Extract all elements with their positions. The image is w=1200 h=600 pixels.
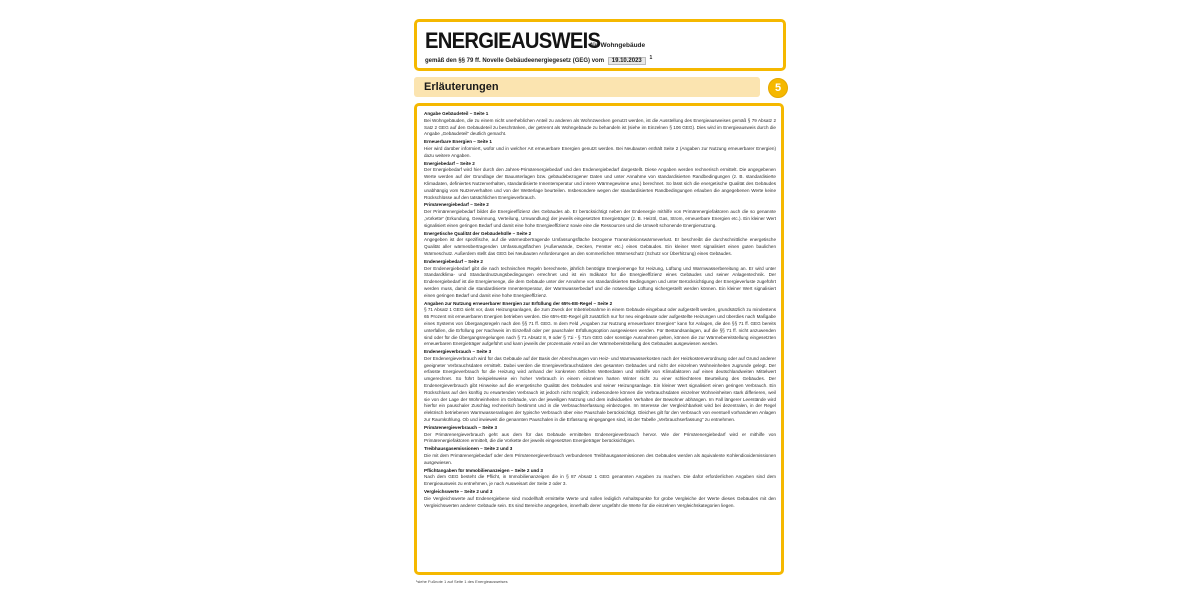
section-heading: Erneuerbare Energien – Seite 1 bbox=[424, 139, 492, 145]
section-text: Der Energiebedarf wird hier durch den Jahres-Primärenergiebedarf und den Endenergiebedarf dargestellt. Diese Angaben werden rechnerisch ermittelt. Die angegebenen Werte werden auf der Grundlage der Bauunterlagen bzw. gebäudebezogener Daten und unter Annahme von standardisierten Randbedingungen (z. B. standardisierte Klimadaten, definiertes Nutzerverhalten, standardisierte Innentemperatur und innere Wärmegewinne usw.) berechnet. So lässt sich die energetische Qualität des Gebäudes unabhängig vom Nutzerverhalten und von der Wetterlage beurteilen. Insbesondere wegen der standardisierten Randbedingungen erlauben die angegebenen Werte keine Rückschlüsse auf den tatsächlichen Energieverbrauch. bbox=[424, 167, 776, 200]
section-header-bar bbox=[414, 77, 760, 97]
section-text: Der Primärenergiebedarf bildet die Energieeffizienz des Gebäudes ab. Er berücksichtigt neben der Endenergie mithilfe von Primärenergiefaktoren auch die so genannte „Vorkette“ (Erkundung, Gewinnung, Verteilung, Umwandlung) der jeweils eingesetzten Energieträger (z. B. Heizöl, Gas, Strom, erneuerbare Energien etc.). Ein kleiner Wert signalisiert einen geringen Bedarf und damit eine hohe Energieeffizienz sowie eine die Ressourcen und die Umwelt schonende Energienutzung. bbox=[424, 209, 776, 228]
explanation-section bbox=[424, 139, 776, 159]
section-text: Der Primärenergieverbrauch geht aus dem für das Gebäude ermittelten Endenergieverbrauch hervor. Wie der Primärenergiebedarf wird er mithilfe von Primärenergiefaktoren ermittelt, die die Vorkette der jeweils eingesetzten Energieträger berücksichtigen. bbox=[424, 431, 776, 444]
section-heading: Endenergiebedarf – Seite 2 bbox=[424, 258, 483, 264]
section-text: Der Endenergieverbrauch wird für das Gebäude auf der Basis der Abrechnungen von Heiz- und Warmwasserkosten nach der Heizkostenverordnung oder auf Grund anderer geeigneter Verbrauchsdaten ermittelt. Dabei werden die Energieverbrauchsdaten des gesamten Gebäudes und nicht der einzelnen Wohneinheiten zugrunde gelegt. Der erfasste Energieverbrauch für die Heizung wird anhand der konkreten örtlichen Wetterdaten und mithilfe von Klimafaktoren auf einen deutschlandweiten Mittelwert umgerechnet. So führt beispielsweise ein hoher Verbrauch in einem einzelnen harten Winter nicht zu einer schlechteren Beurteilung des Gebäudes. Der Endenergieverbrauch gibt Hinweise auf die energetische Qualität des Gebäudes und seiner Heizungsanlage. Ein kleiner Wert signalisiert einen geringen Verbrauch. Ein Rückschluss auf den künftig zu erwartenden Verbrauch ist jedoch nicht möglich; insbesondere können die Verbrauchsdaten einzelner Wohneinheiten stark differieren, weil sie von der Lage der Wohneinheiten im Gebäude, von der jeweiligen Nutzung und dem individuellen Verhalten der Bewohner abhängen. Im Fall längerer Leerstände wird hierfür ein pauschaler Zuschlag rechnerisch bestimmt und in die Verbrauchserfassung einbezogen. Im Interesse der Vergleichbarkeit wird bei dezentralen, in der Regel elektrisch betriebenen Warmwasseranlagen der typische Verbrauch über eine Pauschale berücksichtigt. Gleiches gilt für den Verbrauch von eventuell vorhandenen Anlagen zur Raumkühlung. Ob und inwieweit die genannten Pauschalen in die Erfassung eingegangen sind, ist der Tabelle „Verbrauchserfassung“ zu entnehmen. bbox=[424, 355, 776, 423]
law-reference bbox=[425, 55, 652, 65]
explanations-content bbox=[424, 111, 776, 510]
explanation-section bbox=[424, 425, 776, 445]
section-heading: Pflichtangaben für Immobilienanzeigen – Seite 2 und 3 bbox=[424, 467, 543, 473]
explanation-section bbox=[424, 202, 776, 229]
law-line-text: gemäß den §§ 79 ff. Novelle Gebäudeenergiegesetz (GEG) vom bbox=[425, 58, 605, 64]
section-text: Angegeben ist der spezifische, auf die wärmeübertragende Umfassungsfläche bezogene Transmissionswärmeverlust. Er beschreibt die durchschnittliche energetische Qualität aller wärmeübertragenden Umfassungsflächen (Außenwände, Decken, Fenster etc.) eines Gebäudes. Ein kleiner Wert signalisiert einen guten baulichen Wärmeschutz. Außerdem stellt das GEG bei Neubauten Anforderungen an den sommerlichen Wärmeschutz (Schutz vor Überhitzung) eines Gebäudes. bbox=[424, 237, 776, 256]
section-text: Bei Wohngebäuden, die zu einem nicht unerheblichen Anteil zu anderen als Wohnzwecken genutzt werden, ist die Ausstellung des Energieausweises gemäß § 79 Absatz 2 Satz 2 GEG auf den Gebäudeteil zu beschränken, der getrennt als Wohngebäude zu behandeln ist (siehe im Einzelnen § 106 GEG). Dies wird im Energieausweis durch die Angabe „Gebäudeteil“ deutlich gemacht. bbox=[424, 117, 776, 137]
explanations-box bbox=[414, 103, 784, 575]
document-title: ENERGIEAUSWEIS bbox=[425, 28, 601, 53]
explanation-section bbox=[424, 161, 776, 202]
section-text: Hier wird darüber informiert, wofür und in welcher Art erneuerbare Energien genutzt werden. Bei Neubauten enthält Seite 2 (Angaben zur Nutzung erneuerbarer Energien) dazu weitere Angaben. bbox=[424, 145, 776, 158]
explanation-section bbox=[424, 111, 776, 138]
section-heading: Endenergieverbrauch – Seite 3 bbox=[424, 349, 492, 355]
section-heading: Angaben zur Nutzung erneuerbarer Energien zur Erfüllung der 65%-EE-Regel – Seite 2 bbox=[424, 300, 613, 306]
section-text: Die mit dem Primärenergiebedarf oder dem Primärenergieverbrauch verbundenen Treibhausgasemissionen des Gebäudes werden als äquivalente Kohlendioxidemissionen ausgewiesen. bbox=[424, 453, 776, 465]
explanation-section bbox=[424, 468, 776, 488]
explanation-section bbox=[424, 489, 776, 509]
page-number-badge: 5 bbox=[768, 78, 788, 98]
energy-certificate-page bbox=[414, 19, 788, 589]
section-heading: Primärenergieverbrauch – Seite 3 bbox=[424, 424, 498, 430]
section-heading: Treibhausgasemissionen – Seite 2 und 3 bbox=[424, 446, 513, 452]
section-heading: Energiebedarf – Seite 2 bbox=[424, 160, 475, 166]
explanation-section bbox=[424, 231, 776, 258]
section-heading: Angabe Gebäudeteil – Seite 1 bbox=[424, 111, 489, 116]
explanation-section bbox=[424, 349, 776, 424]
explanation-section bbox=[424, 301, 776, 349]
section-heading: Primärenergiebedarf – Seite 2 bbox=[424, 202, 489, 208]
section-text: § 71 Absatz 1 GEG sieht vor, dass Heizungsanlagen, die zum Zweck der Inbetriebnahme in einem Gebäude eingebaut oder aufgestellt werden, grundsätzlich zu mindestens 65 Prozent mit erneuerbaren Energien betrieben werden. Die 65%-EE-Regel gilt zusätzlich nur für neu eingebaute oder aufgestellte Heizungen und überdies nach Maßgabe eines Systems von Übergangsregeln nach den §§ 71 ff. GEG. In dem Feld „Angaben zur Nutzung erneuerbarer Energien“ kann für Anlagen, die den §§ 71 ff. GEG bereits unterfallen, die Erfüllung per Nachweis im Einzelfall oder per pauschaler Erfüllungsoption ausgewiesen werden. Für Bestandsanlagen, auf die §§ 71 ff. nicht anzuwenden sind oder für die Übergangsregelungen nach § 71 Absatz 8, 9 oder § 71i - § 71m GEG oder sonstige Ausnahmen gelten, können die zur Wärmebereitstellung eingesetzten erneuerbaren Energieträger aufgeführt und kann jeweils der prozentuale Anteil an der Wärmebereitstellung des Gebäudes ausgewiesen werden. bbox=[424, 307, 776, 347]
issue-date: 19.10.2023 bbox=[608, 57, 646, 65]
section-heading: Energetische Qualität der Gebäudehülle – Seite 2 bbox=[424, 230, 532, 236]
document-subtitle: für Wohngebäude bbox=[590, 42, 646, 49]
section-heading: Vergleichswerte – Seite 2 und 3 bbox=[424, 489, 493, 495]
explanation-section bbox=[424, 259, 776, 300]
footnote: ¹siehe Fußnote 1 auf Seite 1 des Energieausweises bbox=[416, 579, 508, 584]
section-text: Der Endenergiebedarf gibt die nach technischen Regeln berechnete, jährlich benötigte Energiemenge für Heizung, Lüftung und Warmwasserbereitung an. Er wird unter Standardklima- und Standardnutzungsbedingungen errechnet und ist ein Indikator für die Energieeffizienz eines Gebäudes und seiner Anlagentechnik. Der Endenergiebedarf ist die Energiemenge, die dem Gebäude unter der Annahme von standardisierten Bedingungen und unter Berücksichtigung der Energieverluste zugeführt werden muss, damit die standardisierte Innentemperatur, der Warmwasserbedarf und die notwendige Lüftung sichergestellt werden können. Ein kleiner Wert signalisiert einen geringen Bedarf und damit eine hohe Energieeffizienz. bbox=[424, 265, 776, 298]
section-title: Erläuterungen bbox=[424, 81, 499, 93]
explanation-section bbox=[424, 446, 776, 466]
section-text: Nach dem GEG besteht die Pflicht, in Immobilienanzeigen die in § 87 Absatz 1 GEG genannten Angaben zu machen. Die dafür erforderlichen Angaben sind dem Energieausweis zu entnehmen, je nach Ausweisart der Seite 2 oder 3. bbox=[424, 474, 776, 487]
header-box bbox=[414, 19, 786, 71]
section-text: Die Vergleichswerte auf Endenergiebene sind modellhaft ermittelte Werte und sollen lediglich Anhaltspunkte für grobe Vergleiche der Werte dieses Gebäudes mit den Vergleichswerten anderer Gebäude sein. Es sind Bereiche angegeben, innerhalb derer ungefähr die Werte für die einzelnen Vergleichskategorien liegen. bbox=[424, 495, 776, 508]
footnote-marker: 1 bbox=[649, 55, 653, 61]
